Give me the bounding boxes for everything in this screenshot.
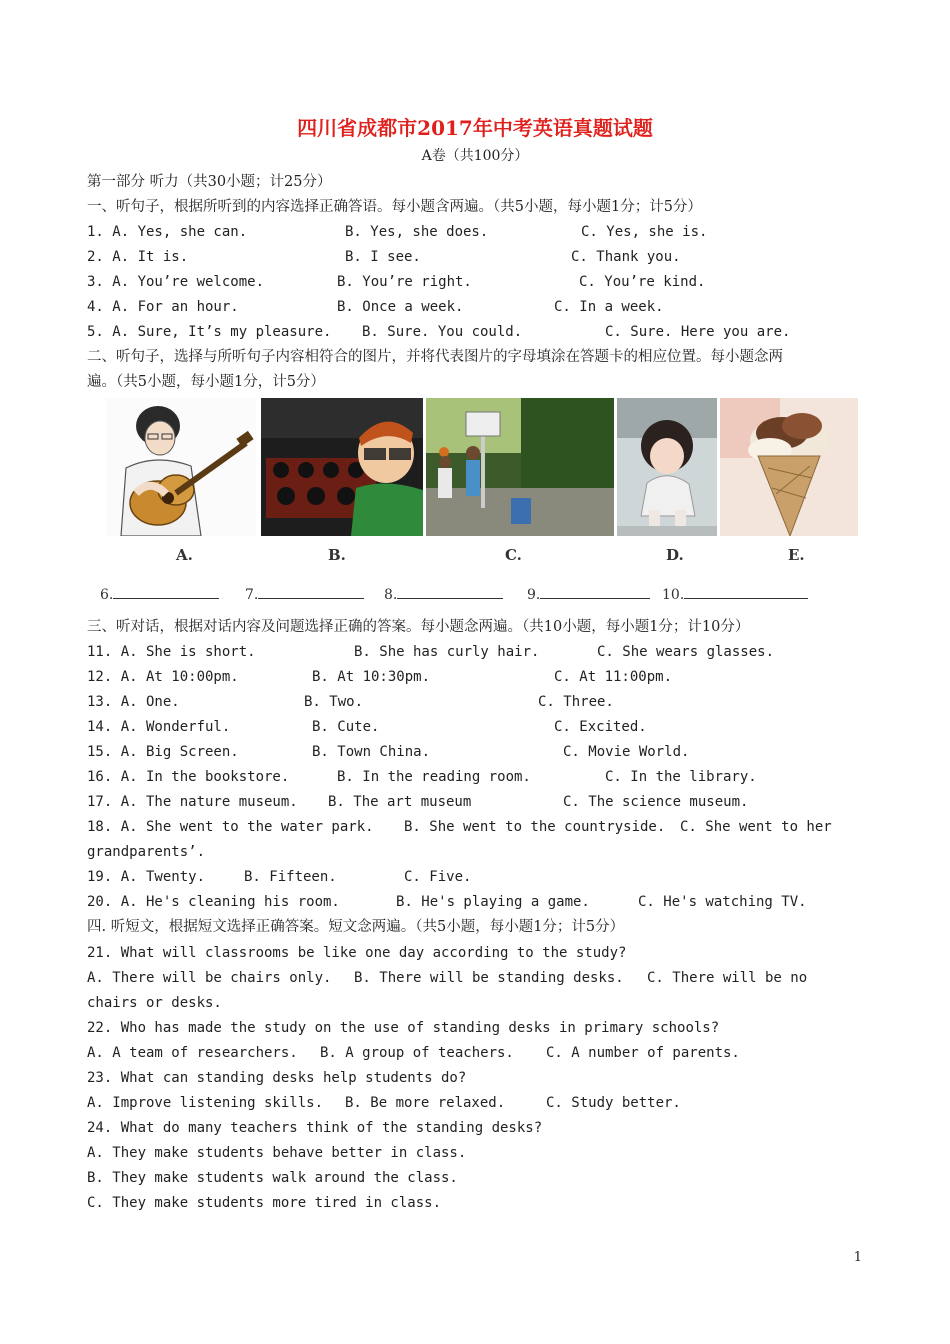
option-a: 16. A. In the bookstore. [87,769,290,785]
option-c: C. In the library. [605,769,757,785]
option-b: B. Yes, she does. [345,224,489,240]
option-b: B. She has curly hair. [354,644,540,660]
answer-blank-10 [662,584,808,603]
option-a: 4. A. For an hour. [87,299,239,315]
question-23: 23. What can standing desks help students do? [87,1070,467,1086]
option-a: 5. A. Sure, It’s my pleasure. [87,324,332,340]
option-a: 15. A. Big Screen. [87,744,239,760]
option-c: C. At 11:00pm. [554,669,673,685]
answer-blank-7 [245,584,364,603]
option-a: 14. A. Wonderful. [87,719,231,735]
option-a: 3. A. You’re welcome. [87,274,265,290]
option-c: C. They make students more tired in class. [87,1195,442,1211]
option-a: A. Improve listening skills. [87,1095,324,1111]
blank-number: 10. [662,587,685,603]
question-21: 21. What will classrooms be like one day according to the study? [87,945,627,961]
question-row [87,667,887,687]
option-a: 20. A. He's cleaning his room. [87,894,340,910]
picture-sad-girl [617,398,717,536]
option-b: B. Cute. [312,719,380,735]
option-a: 11. A. She is short. [87,644,256,660]
answer-blank-8 [384,584,503,603]
answer-blank-9 [527,584,650,603]
option-b: B. At 10:30pm. [312,669,431,685]
sec1-heading: 一、听句子，根据所听到的内容选择正确答语。每小题含两遍。（共5小题，每小题1分；计5分） [87,199,702,215]
picture-ice-cream [720,398,858,536]
question-22: 22. Who has made the study on the use of standing desks in primary schools? [87,1020,720,1036]
option-b: B. Sure. You could. [362,324,523,340]
question-row [87,1043,887,1063]
option-c: C. In a week. [554,299,664,315]
option-b: B. A group of teachers. [320,1045,514,1061]
option-c: C. You’re kind. [579,274,706,290]
page-number: 1 [853,1250,862,1265]
question-row [87,297,887,317]
picture-basketball [426,398,614,536]
option-a: 2. A. It is. [87,249,189,265]
question-row [87,717,887,737]
picture-strip [106,398,858,568]
option-a: A. There will be chairs only. [87,970,332,986]
option-c: C. There will be no [647,970,808,986]
option-b: B. Fifteen. [244,869,337,885]
picture-cinema [261,398,423,536]
picture-guitar-player [106,398,256,536]
question-row [87,892,887,912]
page-title: 四川省成都市2017年中考英语真题试题 [297,116,653,140]
blank-number: 8. [384,587,398,603]
option-c: C. Sure. Here you are. [605,324,791,340]
option-a: 12. A. At 10:00pm. [87,669,239,685]
q18-continuation: grandparents’. [87,844,206,860]
option-b: B. Once a week. [337,299,464,315]
option-c: C. Thank you. [571,249,681,265]
option-a: 17. A. The nature museum. [87,794,298,810]
part1-heading: 第一部分 听力（共30小题；计25分） [87,174,332,190]
blank-number: 6. [100,587,114,603]
option-b: B. I see. [345,249,421,265]
sec2-heading: 二、听句子，选择与所听句子内容相符合的图片，并将代表图片的字母填涂在答题卡的相应位置。每小题念两 [87,349,783,365]
question-row [87,867,887,887]
option-c: C. Study better. [546,1095,681,1111]
option-a: A. They make students behave better in class. [87,1145,467,1161]
option-c: C. The science museum. [563,794,749,810]
question-row [87,1093,887,1113]
option-a: 19. A. Twenty. [87,869,206,885]
option-c: C. She went to her [680,819,832,835]
picture-label-c: C. [505,546,522,564]
option-b: B. The art museum [328,794,472,810]
question-row [87,968,887,988]
question-row [87,767,887,787]
option-c: C. She wears glasses. [597,644,775,660]
q21-continuation: chairs or desks. [87,995,222,1011]
sec4-heading: 四. 听短文，根据短文选择正确答案。短文念两遍。（共5小题，每小题1分；计5分） [87,919,625,935]
option-c: C. A number of parents. [546,1045,740,1061]
option-b: B. They make students walk around the class. [87,1170,458,1186]
question-row [87,247,887,267]
section-subtitle: A卷（共100分） [421,148,529,164]
option-c: C. Five. [404,869,472,885]
question-row [87,322,887,342]
picture-label-e: E. [788,546,805,564]
question-row [87,272,887,292]
option-a: 1. A. Yes, she can. [87,224,248,240]
option-b: B. Town China. [312,744,431,760]
question-row [87,222,887,242]
option-a: A. A team of researchers. [87,1045,298,1061]
blank-number: 9. [527,587,541,603]
option-c: C. Movie World. [563,744,690,760]
option-c: C. He's watching TV. [638,894,807,910]
answer-blank-6 [100,584,219,603]
question-24: 24. What do many teachers think of the standing desks? [87,1120,543,1136]
option-b: B. Two. [304,694,364,710]
option-c: C. Three. [538,694,614,710]
option-b: B. You’re right. [337,274,472,290]
option-b: B. There will be standing desks. [354,970,624,986]
question-row [87,817,887,837]
question-row [87,642,887,662]
sec2-heading-cont: 遍。（共5小题，每小题1分，计5分） [87,374,325,390]
question-row [87,692,887,712]
sec3-heading: 三、听对话，根据对话内容及问题选择正确的答案。每小题念两遍。（共10小题，每小题1分；计10分） [87,619,750,635]
option-b: B. He's playing a game. [396,894,590,910]
picture-label-d: D. [666,546,684,564]
picture-label-b: B. [328,546,346,564]
option-c: C. Excited. [554,719,647,735]
option-a: 13. A. One. [87,694,180,710]
option-b: B. She went to the countryside. [404,819,666,835]
blank-number: 7. [245,587,259,603]
question-row [87,742,887,762]
option-b: B. In the reading room. [337,769,531,785]
option-a: 18. A. She went to the water park. [87,819,374,835]
option-b: B. Be more relaxed. [345,1095,506,1111]
option-c: C. Yes, she is. [581,224,708,240]
question-row [87,792,887,812]
picture-label-a: A. [176,546,193,564]
